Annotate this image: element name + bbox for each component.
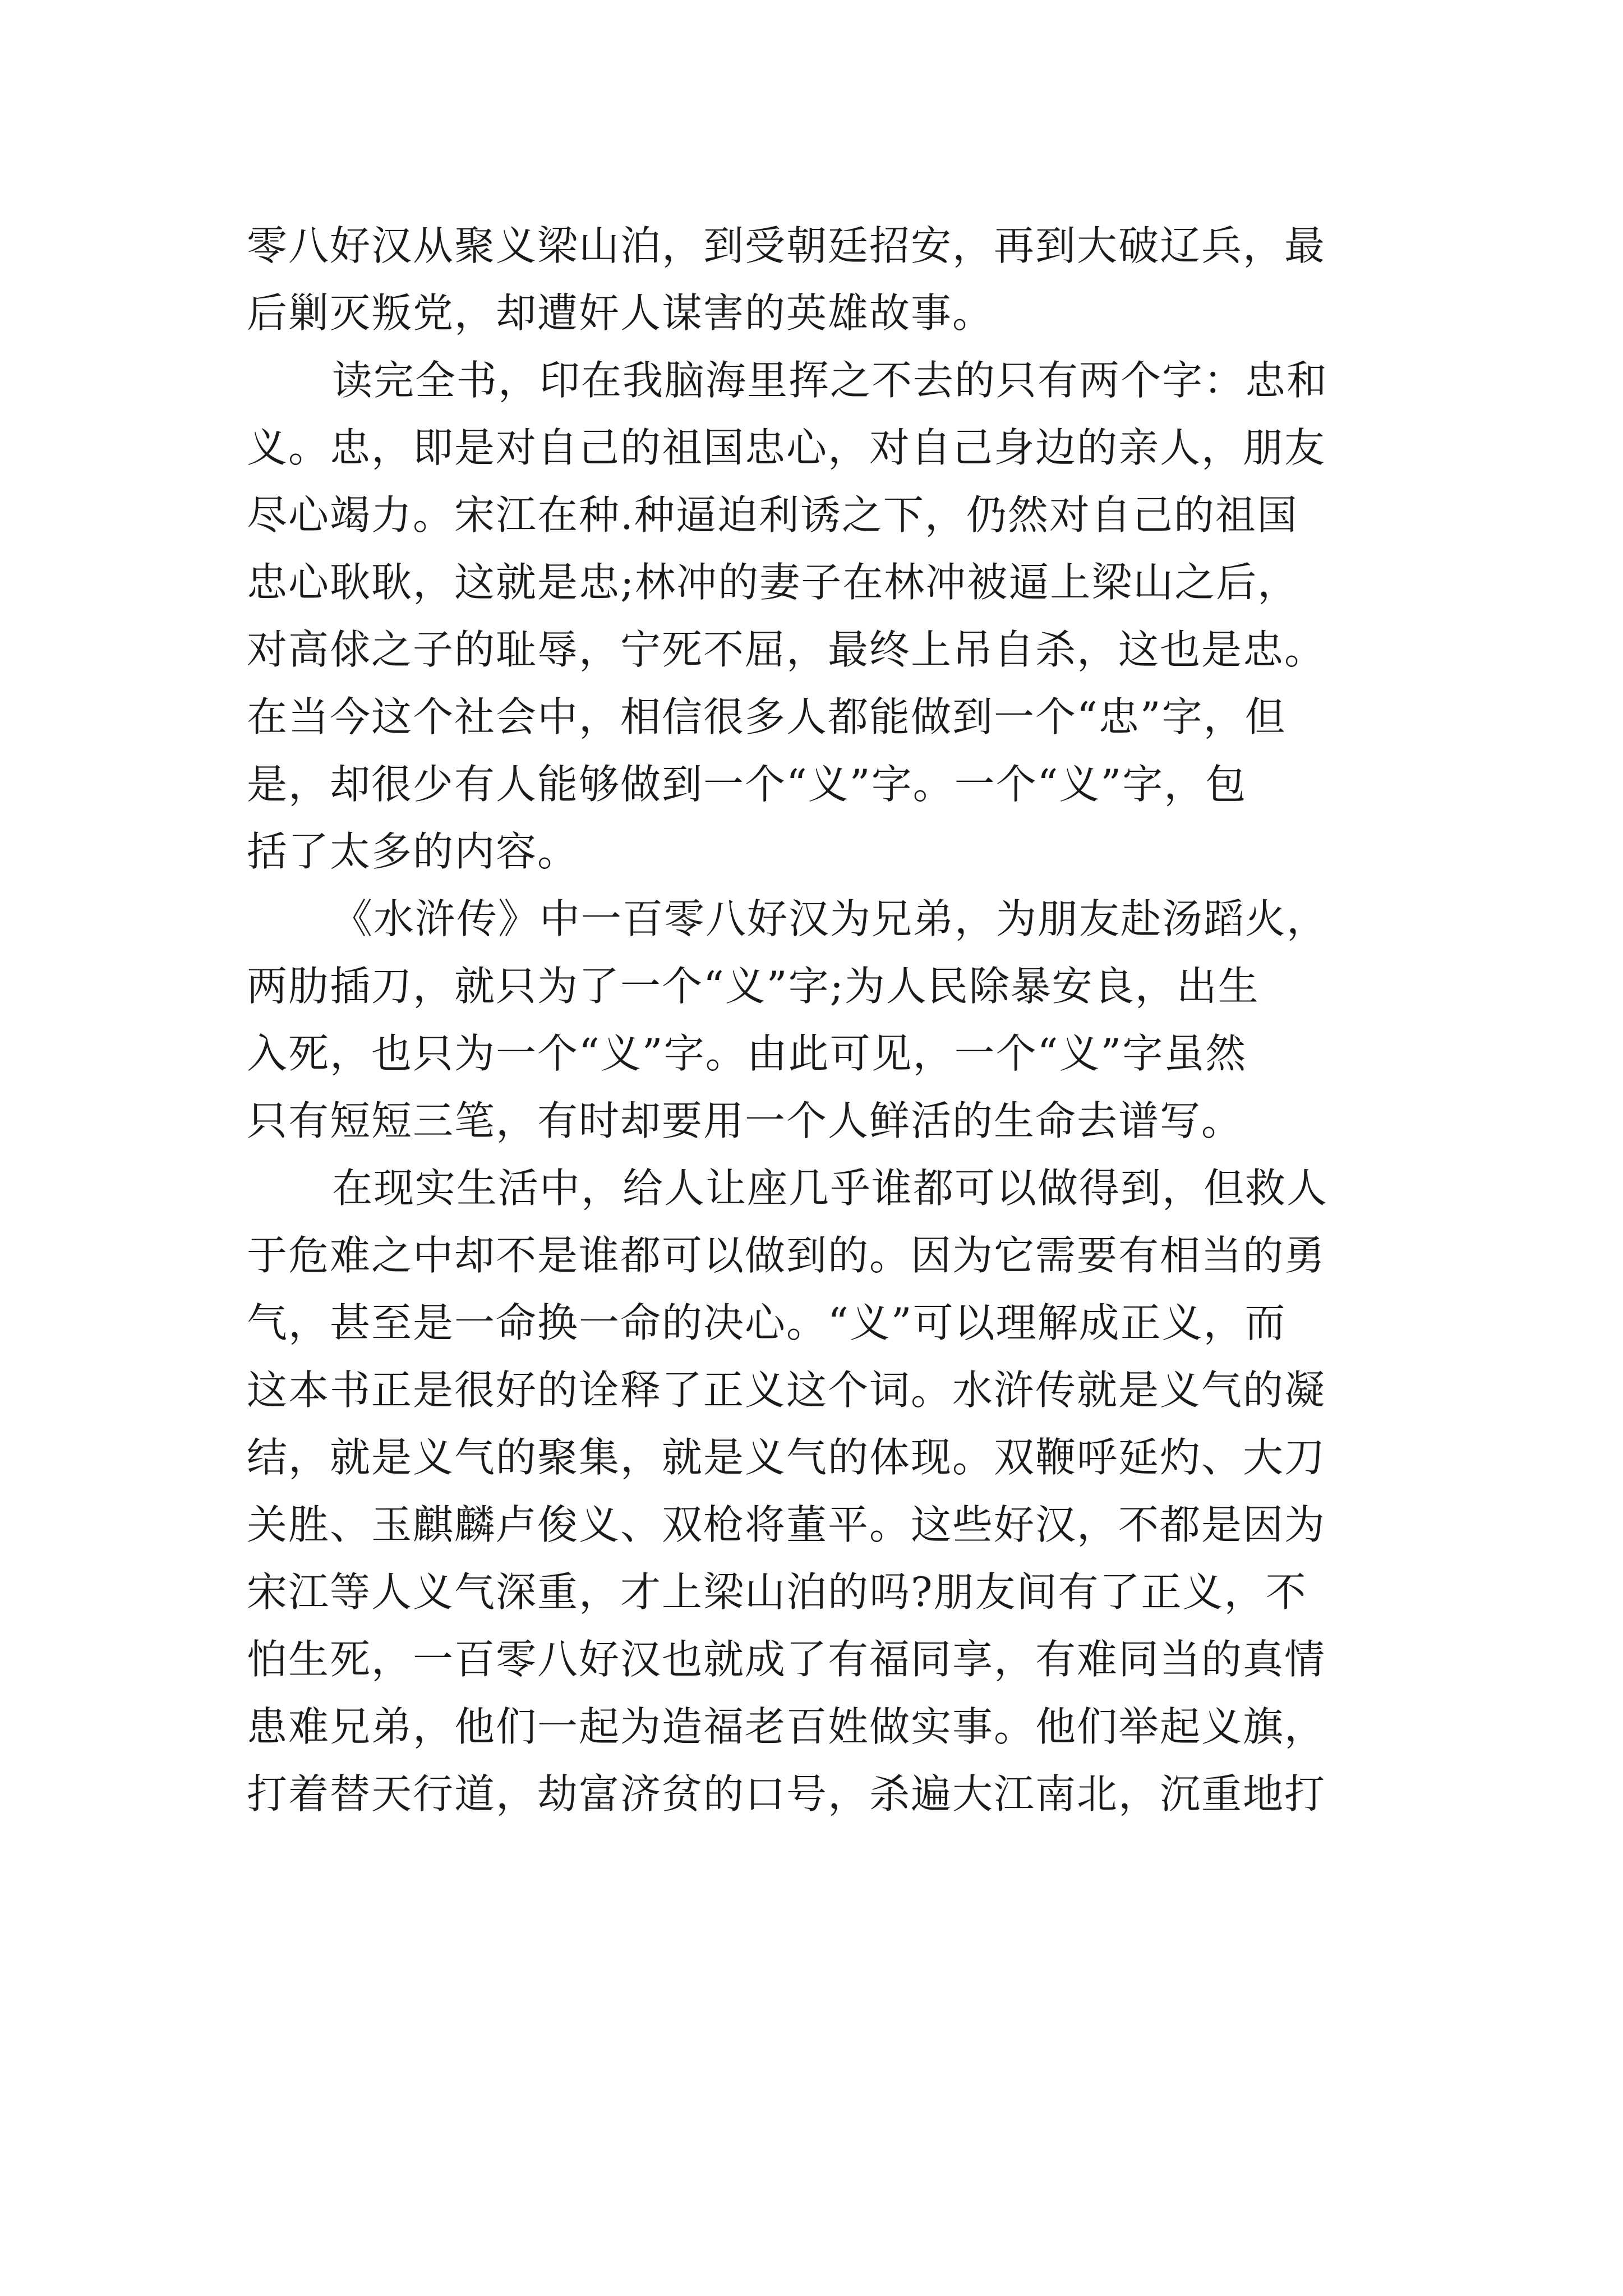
text-line: 怕生死，一百零八好汉也就成了有福同享，有难同当的真情 — [247, 1636, 1326, 1683]
text-line: 患难兄弟，他们一起为造福老百姓做实事。他们举起义旗， — [247, 1703, 1326, 1750]
paragraph-first-line: 读完全书，印在我脑海里挥之不去的只有两个字：忠和 — [332, 357, 1329, 404]
paragraph-first-line: 在现实生活中，给人让座几乎谁都可以做得到，但救人 — [332, 1165, 1329, 1212]
text-line: 尽心竭力。宋江在种.种逼迫利诱之下，仍然对自己的祖国 — [247, 491, 1298, 539]
text-line: 宋江等人义气深重，才上梁山泊的吗?朋友间有了正义，不 — [247, 1568, 1307, 1616]
text-line: 于危难之中却不是谁都可以做到的。因为它需要有相当的勇 — [247, 1232, 1326, 1279]
paragraph-first-line: 《水浒传》中一百零八好汉为兄弟，为朋友赴汤蹈火， — [332, 895, 1329, 942]
text-line: 气，甚至是一命换一命的决心。“义”可以理解成正义，而 — [247, 1299, 1287, 1346]
text-line: 结，就是义气的聚集，就是义气的体现。双鞭呼延灼、大刀 — [247, 1434, 1326, 1481]
document-body-text — [247, 212, 1391, 1828]
text-line: 打着替天行道，劫富济贫的口号，杀遍大江南北，沉重地打 — [247, 1770, 1326, 1818]
text-line: 括了太多的内容。 — [247, 828, 579, 875]
text-line: 只有短短三笔，有时却要用一个人鲜活的生命去谱写。 — [247, 1097, 1243, 1144]
text-line: 在当今这个社会中，相信很多人都能做到一个“忠”字，但 — [247, 693, 1287, 740]
text-line: 后剿灭叛党，却遭奸人谋害的英雄故事。 — [247, 289, 994, 337]
text-line: 义。忠，即是对自己的祖国忠心，对自己身边的亲人，朋友 — [247, 424, 1326, 471]
text-line: 零八好汉从聚义梁山泊，到受朝廷招安，再到大破辽兵，最 — [247, 222, 1326, 269]
text-line: 关胜、玉麒麟卢俊义、双枪将董平。这些好汉，不都是因为 — [247, 1501, 1326, 1548]
text-line: 忠心耿耿，这就是忠;林冲的妻子在林冲被逼上梁山之后， — [247, 559, 1299, 606]
text-line: 这本书正是很好的诠释了正义这个词。水浒传就是义气的凝 — [247, 1366, 1326, 1414]
text-line: 对高俅之子的耻辱，宁死不屈，最终上吊自杀，这也是忠。 — [247, 626, 1326, 673]
text-line: 两肋插刀，就只为了一个“义”字;为人民除暴安良，出生 — [247, 963, 1260, 1010]
text-line: 入死，也只为一个“义”字。由此可见，一个“义”字虽然 — [247, 1030, 1247, 1077]
text-line: 是，却很少有人能够做到一个“义”字。一个“义”字，包 — [247, 761, 1247, 808]
